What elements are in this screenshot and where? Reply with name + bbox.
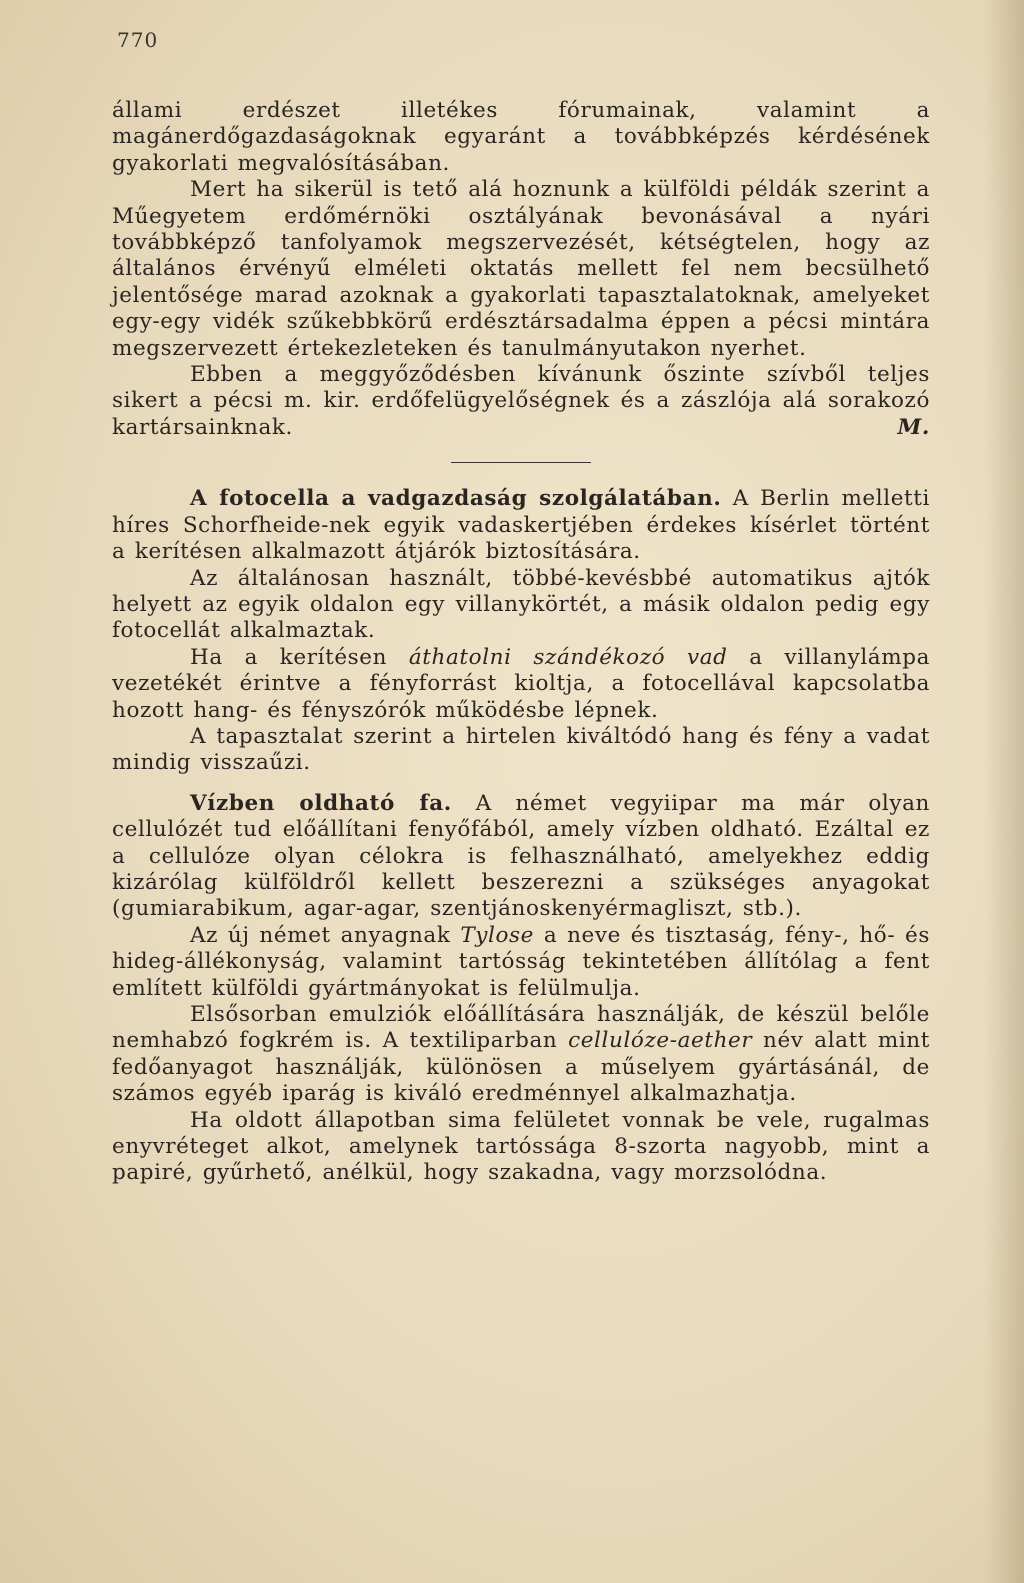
article-vizben-intro: A német vegyiipar ma már olyan cellulózét tud előállítani fenyőfából, amely vízben oldható. Ezáltal ez a cellulóze olyan célokra is felhasználható, amelyekhez eddig kizárólag külföldről kellett beszerezni a szükséges anyagokat (gumiarabikum, agar-agar, szentjánoskenyérmagliszt, stb.). (112, 790, 931, 922)
text-run: a neve és tisztaság, fény-, hő- és hideg-állékonyság, valamint tartósság tekintetében állítólag a fent említett külföldi gyártmányokat is felülmulja. (112, 922, 930, 1001)
section-divider (451, 462, 591, 463)
text-run: Ha a kerítésen (190, 644, 409, 670)
page-edge-shadow (984, 0, 1024, 1583)
italic-phrase: áthatolni szándékozó vad (408, 644, 728, 670)
author-signature: M. (897, 414, 930, 440)
intro-paragraph-2: Mert ha sikerül is tető alá hoznunk a külföldi példák szerint a Műegyetem erdőmérnöki osztályának bevonásával a nyári továbbképző tanfolyamok megszervezését, kétségtelen, hogy az általános érvényű elméleti oktatás mellett fel nem becsülhető jelentősége marad azoknak a gyakorlati tapasztalatoknak, amelyeket egy-egy vidék szűkebbkörű erdésztársadalma éppen a pécsi mintára megszervezett értekezleteken és tanulmányutakon nyerhet. (112, 177, 930, 361)
article-spacer (112, 777, 930, 791)
article-fotocella-paragraph-2: Az általánosan használt, többé-kevésbbé automatikus ajtók helyett az egyik oldalon egy villanykörtét, a másik oldalon pedig egy fotocellát alkalmaztak. (112, 565, 930, 644)
text-run: Elsősorban emulziók előállítására használják, de készül belőle nemhabzó fogkrém is. A textiliparban (112, 1002, 930, 1054)
intro-paragraph-1: állami erdészet illetékes fórumainak, valamint a magánerdőgazdaságoknak egyaránt a továbbképzés kérdésének gyakorlati megvalósításában. (112, 98, 930, 176)
article-vizben-paragraph-2 (112, 923, 930, 1002)
article-fotocella-title: A fotocella a vadgazdaság szolgálatában. (190, 486, 722, 512)
article-fotocella-intro: A Berlin melletti híres Schorfheide-nek egyik vadaskertjében érdekes kísérlet történt a kerítésen alkalmazott átjárók biztosítására. (112, 486, 930, 565)
text-run: név alatt mint fedőanyagot használják, különösen a műselyem gyártásánál, de számos egyéb iparág is kiváló eredménnyel alkalmazhatja. (112, 1028, 930, 1107)
text-run: Az új német anyagnak (190, 922, 461, 948)
text-run: a villanylámpa vezetékét érintve a fényforrást kioltja, a fotocellával kapcsolatba hozott hang- és fényszórók működésbe lépnek. (112, 644, 930, 723)
article-vizben-paragraph-1 (112, 791, 930, 923)
article-vizben-paragraph-3 (112, 1002, 930, 1108)
article-vizben-paragraph-4: Ha oldott állapotban sima felületet vonnak be vele, rugalmas enyvréteget alkot, amelynek tartóssága 8-szorta nagyobb, mint a papiré, gyűrhető, anélkül, hogy szakadna, vagy morzsolódna. (112, 1107, 930, 1186)
italic-phrase: Tylose (460, 922, 534, 948)
article-fotocella-paragraph-4: A tapasztalat szerint a hirtelen kiváltódó hang és fény a vadat mindig visszaűzi. (112, 723, 930, 776)
article-fotocella-paragraph-3 (112, 645, 930, 724)
intro-paragraph-3-text: Ebben a meggyőződésben kívánunk őszinte szívből teljes sikert a pécsi m. kir. erdőfelügyelőségnek és a zászlója alá sorakozó kartársainknak. (112, 362, 930, 440)
page-number: 770 (117, 28, 159, 52)
article-vizben-title: Vízben oldható fa. (190, 790, 452, 816)
article-fotocella-paragraph-1 (112, 486, 930, 565)
page-body (112, 98, 930, 1187)
italic-phrase: cellulóze-aether (568, 1028, 753, 1054)
intro-paragraph-3 (112, 362, 930, 441)
